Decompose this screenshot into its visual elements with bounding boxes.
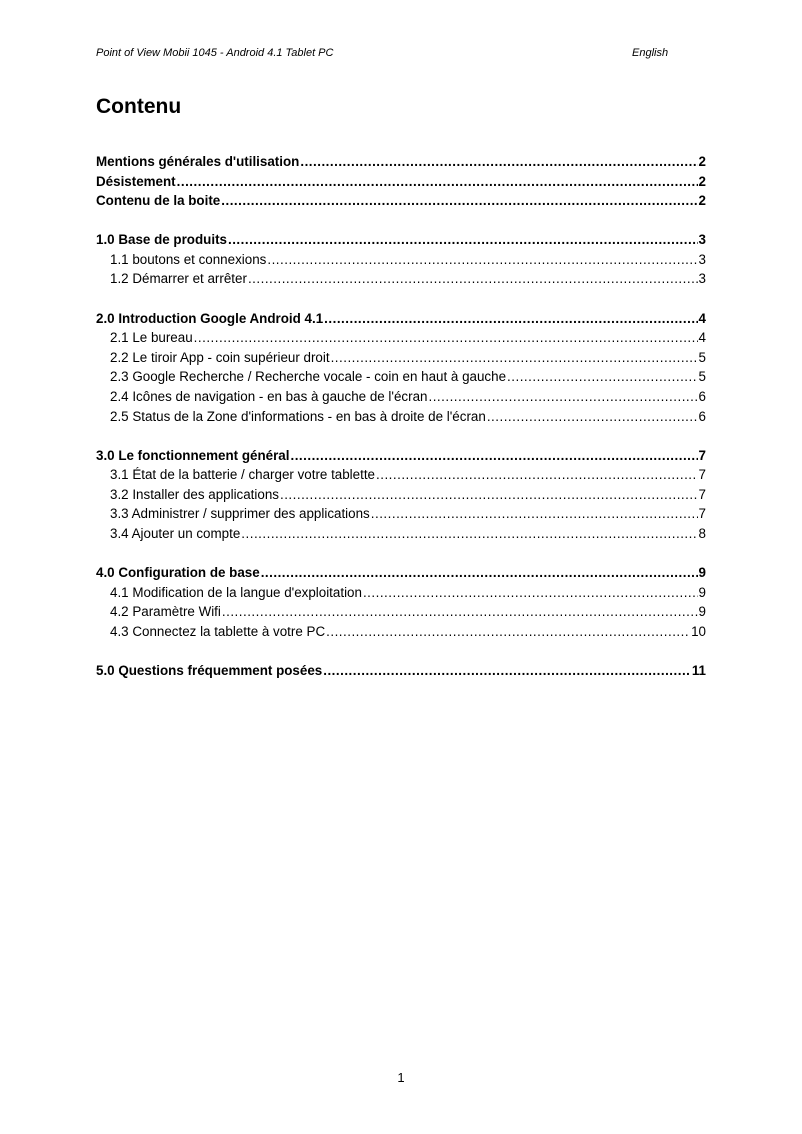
toc-entry-label: Mentions générales d'utilisation [96, 154, 300, 169]
toc-entry-sub[interactable] [96, 504, 706, 524]
toc-section [96, 446, 706, 544]
toc-entry-label: 2.2 Le tiroir App - coin supérieur droit [110, 349, 330, 365]
toc-entry-page: 7 [698, 467, 706, 483]
toc-entry-label: 4.1 Modification de la langue d'exploitation [110, 584, 362, 600]
toc-entry-page: 2 [698, 154, 706, 169]
toc-entry-label: 1.0 Base de produits [96, 232, 227, 248]
toc-entry-page: 2 [698, 173, 706, 189]
toc-dot-leader [376, 465, 698, 485]
toc-dot-leader [267, 250, 697, 270]
header-document-title: Point of View Mobii 1045 - Android 4.1 Tablet PC [96, 47, 334, 59]
page-header [96, 46, 706, 60]
toc-entry-label: 3.2 Installer des applications [110, 486, 279, 502]
toc-section [96, 563, 706, 641]
toc-dot-leader [326, 622, 690, 642]
toc-section [96, 309, 706, 427]
toc-entry-sub[interactable] [96, 328, 706, 348]
toc-entry-page: 7 [698, 506, 706, 522]
toc-entry-page: 9 [698, 565, 706, 581]
toc-entry-sub[interactable] [96, 387, 706, 407]
toc-section [96, 661, 706, 681]
toc-entry-page: 3 [698, 232, 706, 248]
toc-dot-leader [290, 446, 697, 466]
toc-dot-leader [261, 563, 698, 583]
toc-entry-sub[interactable] [96, 602, 706, 622]
toc-entry-page: 10 [691, 623, 706, 639]
toc-entry-label: 2.5 Status de la Zone d'informations - en bas à droite de l'écran [110, 408, 486, 424]
toc-section [96, 152, 706, 211]
toc-entry-label: 4.3 Connectez la tablette à votre PC [110, 623, 326, 639]
toc-dot-leader [222, 602, 698, 622]
toc-entry-main[interactable] [96, 172, 706, 192]
toc-dot-leader [221, 191, 697, 211]
toc-entry-sub[interactable] [96, 407, 706, 427]
toc-entry-page: 5 [698, 369, 706, 385]
toc-dot-leader [507, 367, 698, 387]
toc-dot-leader [248, 269, 698, 289]
toc-entry-label: 3.0 Le fonctionnement général [96, 447, 290, 463]
toc-entry-label: 2.0 Introduction Google Android 4.1 [96, 310, 324, 326]
toc-entry-page: 6 [698, 388, 706, 404]
toc-entry-page: 8 [698, 526, 706, 541]
toc-entry-main[interactable] [96, 446, 706, 466]
toc-entry-sub[interactable] [96, 367, 706, 387]
page-number: 1 [397, 1070, 405, 1085]
toc-dot-leader [177, 172, 698, 192]
toc-entry-sub[interactable] [96, 269, 706, 289]
header-language: English [632, 47, 669, 59]
toc-entry-main[interactable] [96, 230, 706, 250]
table-of-contents [96, 152, 706, 700]
toc-dot-leader [371, 504, 698, 524]
toc-dot-leader [363, 583, 698, 603]
toc-dot-leader [300, 152, 697, 172]
toc-entry-label: Désistement [96, 173, 176, 189]
toc-entry-page: 2 [698, 193, 706, 209]
toc-dot-leader [228, 230, 698, 250]
toc-entry-page: 4 [698, 330, 706, 346]
toc-dot-leader [241, 524, 697, 544]
toc-entry-page: 9 [698, 604, 706, 620]
toc-dot-leader [428, 387, 697, 407]
toc-entry-page: 3 [698, 271, 706, 287]
toc-entry-sub[interactable] [96, 250, 706, 270]
toc-entry-page: 7 [698, 486, 706, 502]
toc-entry-sub[interactable] [96, 465, 706, 485]
toc-entry-main[interactable] [96, 563, 706, 583]
toc-entry-label: 1.1 boutons et connexions [110, 251, 267, 267]
toc-entry-label: 3.3 Administrer / supprimer des applications [110, 506, 370, 522]
toc-entry-page: 7 [698, 447, 706, 463]
toc-entry-label: 2.1 Le bureau [110, 330, 193, 346]
toc-dot-leader [324, 309, 697, 329]
toc-entry-main[interactable] [96, 191, 706, 211]
toc-entry-page: 11 [691, 662, 706, 678]
toc-section [96, 230, 706, 289]
toc-entry-page: 5 [698, 349, 706, 365]
toc-entry-sub[interactable] [96, 348, 706, 368]
toc-entry-label: Contenu de la boite [96, 193, 221, 209]
toc-entry-label: 1.2 Démarrer et arrêter [110, 271, 247, 287]
toc-entry-label: 3.4 Ajouter un compte [110, 526, 241, 541]
toc-entry-main[interactable] [96, 661, 706, 681]
toc-entry-sub[interactable] [96, 583, 706, 603]
toc-entry-main[interactable] [96, 152, 706, 172]
toc-entry-label: 2.3 Google Recherche / Recherche vocale - coin en haut à gauche [110, 369, 507, 385]
toc-entry-label: 2.4 Icônes de navigation - en bas à gauche de l'écran [110, 388, 428, 404]
toc-entry-sub[interactable] [96, 622, 706, 642]
toc-dot-leader [194, 328, 698, 348]
toc-entry-label: 4.2 Paramètre Wifi [110, 604, 221, 620]
toc-entry-page: 6 [698, 408, 706, 424]
toc-entry-page: 4 [698, 310, 706, 326]
toc-dot-leader [487, 407, 698, 427]
toc-dot-leader [323, 661, 691, 681]
toc-dot-leader [331, 348, 698, 368]
page-title: Contenu [96, 95, 182, 118]
toc-entry-label: 4.0 Configuration de base [96, 565, 260, 581]
toc-entry-main[interactable] [96, 309, 706, 329]
toc-entry-sub[interactable] [96, 524, 706, 544]
toc-entry-label: 3.1 État de la batterie / charger votre tablette [110, 467, 375, 483]
toc-entry-page: 3 [698, 251, 706, 267]
toc-entry-page: 9 [698, 584, 706, 600]
toc-entry-sub[interactable] [96, 485, 706, 505]
toc-entry-label: 5.0 Questions fréquemment posées [96, 662, 323, 678]
toc-dot-leader [280, 485, 698, 505]
